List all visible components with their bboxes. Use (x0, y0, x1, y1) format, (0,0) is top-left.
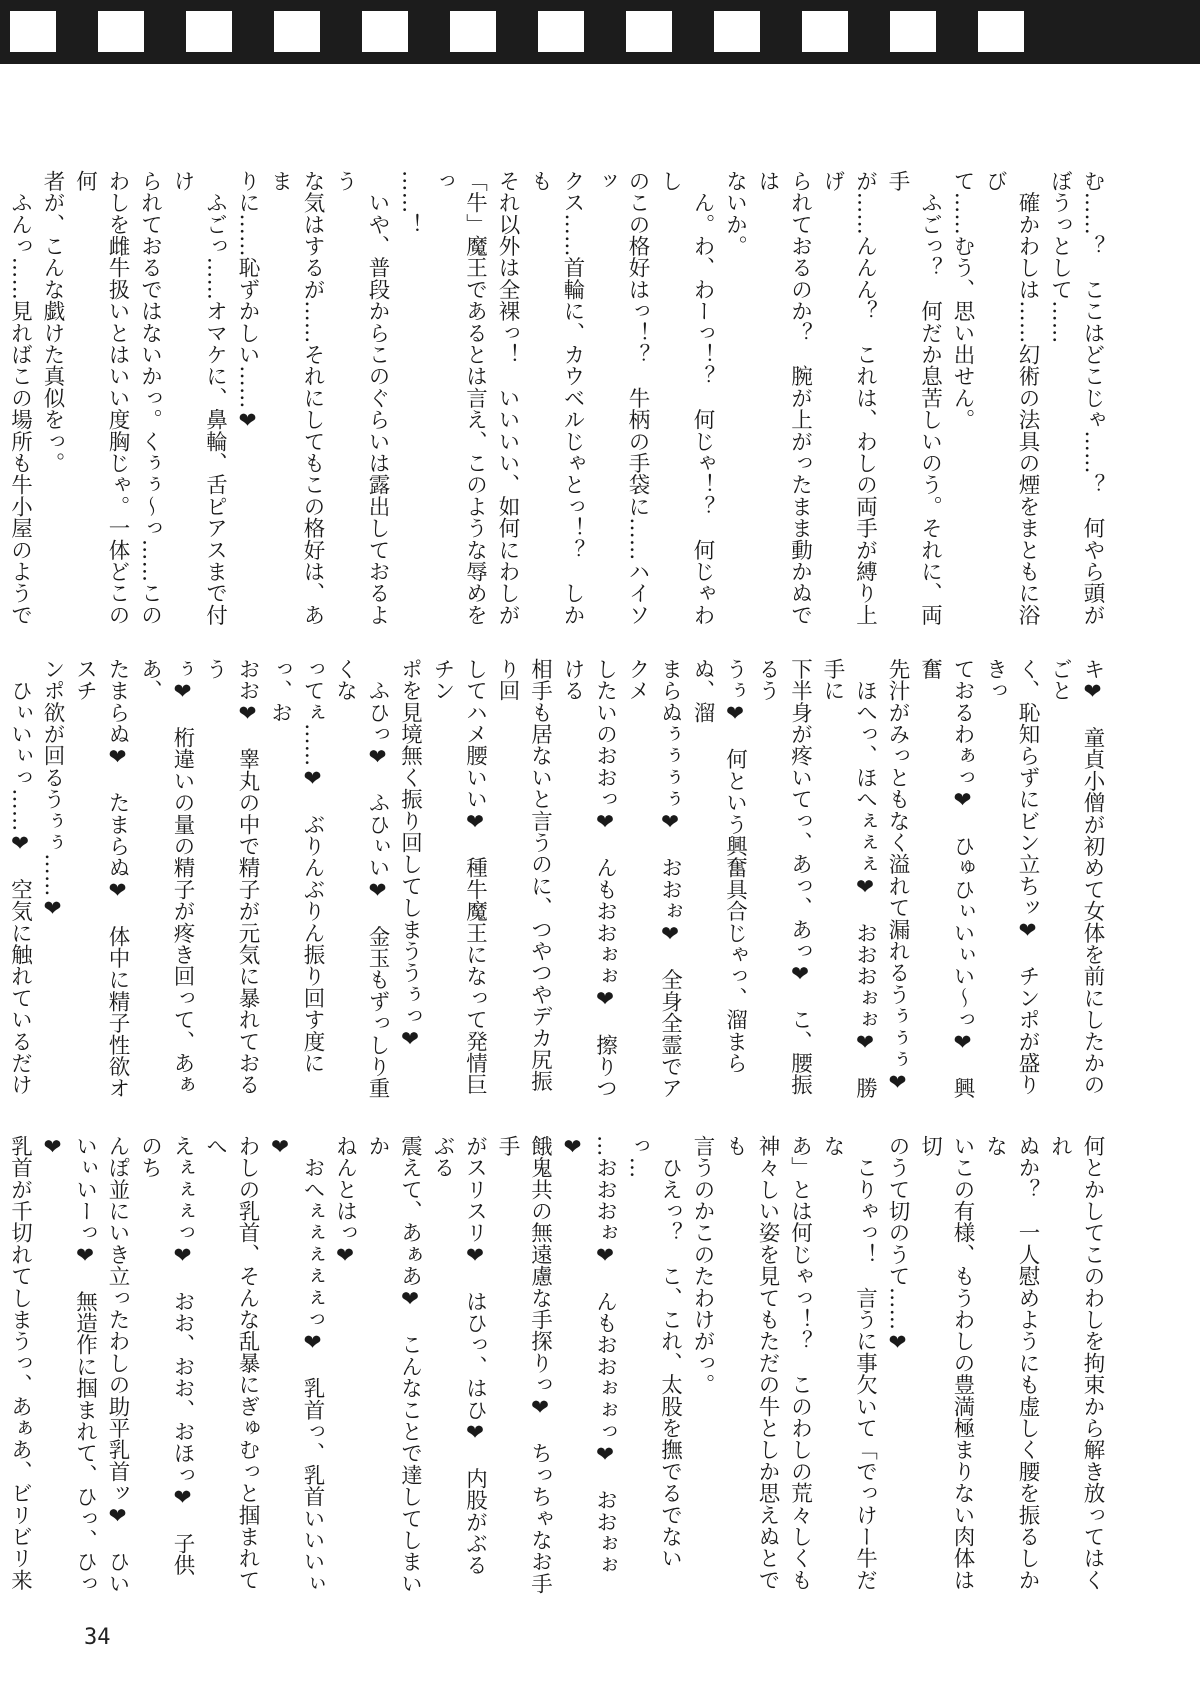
text-column: わしを雌牛扱いとはいい度胸じゃ。一体どこの何 (72, 170, 130, 626)
text-column: ポを見境無く振り回してしまううぅっ❤ (397, 658, 423, 1053)
text-column: ほへっ、ほへぇぇぇ❤ おおおぉぉ❤ 勝手に (820, 658, 878, 1099)
text-column: 相手も居ないと言うのに、つやつやデカ尻振り回 (495, 658, 553, 1092)
text-column: 乳首が千切れてしまうっ、あぁあ、ビリビリ来 (7, 1135, 33, 1591)
text-column: それ以外は全裸っ！ いいいい、如何にわしが (495, 170, 520, 626)
text-column: のうて切のうて……❤ (885, 1135, 910, 1356)
text-column: 確かわしは……幻術の法具の煙をまともに浴び (982, 170, 1040, 626)
text-column: ぼうっとして…… (1047, 170, 1073, 344)
film-hole (890, 11, 936, 52)
film-hole (186, 11, 232, 52)
text-column: ねんとはっ❤ (332, 1135, 358, 1269)
text-column: 餓鬼共の無遠慮な手探りっ❤ ちっちゃなお手手 (495, 1135, 553, 1595)
text-column: いぃいーっ❤ 無造作に掴まれて、ひっ、ひっ❤ (40, 1135, 98, 1595)
text-column: な気はするが……それにしてもこの格好は、あま (267, 170, 325, 626)
text-column: わしの乳首、そんな乱暴にぎゅむっと掴まれてへ (202, 1135, 260, 1591)
text-column: ふひっ❤ ふひぃい❤ 金玉もずっしり重くな (332, 658, 390, 1099)
text-column: ふごっ？ 何だか息苦しいのう。それに、両手 (885, 170, 943, 626)
text-column: 震えて、あぁあ❤ こんなことで達してしまいか (365, 1135, 423, 1595)
film-hole (362, 11, 408, 52)
text-column: ……！ (397, 170, 423, 236)
text-column: りに……恥ずかしい……❤ (235, 170, 260, 434)
text-column: 言うのかこのたわけがっ。 (690, 1135, 715, 1396)
text-column: く、恥知らずにビン立ちッ❤ チンポが盛りきっ (982, 658, 1040, 1096)
film-hole (538, 11, 584, 52)
text-column: られておるではないかっ。くぅぅ～っ……この (137, 170, 163, 626)
text-column: のこの格好はっ！？ 牛柄の手袋に……ハイソッ (592, 170, 650, 626)
text-column: が……んんん？ これは、わしの両手が縛り上げ (820, 170, 878, 626)
text-column: いこの有様、もうわしの豊満極まりない肉体は切 (917, 1135, 975, 1591)
text-tier-bottom (7, 1135, 1108, 1595)
film-hole (98, 11, 144, 52)
text-column: 神々しい姿を見てもただの牛としか思えぬとでも (722, 1135, 780, 1591)
text-column: …おおおぉ❤ んもおおぉぉっ❤ おおぉぉ❤ (560, 1135, 618, 1576)
film-hole (626, 11, 672, 52)
text-column: ないか。 (722, 170, 748, 257)
text-column: ンポ欲が回るうぅぅ……❤ (40, 658, 65, 922)
text-column: 「牛」魔王であるとは言え、このような辱めをっ (430, 170, 488, 626)
text-column: ぅ❤ 桁違いの量の精子が疼き回って、あぁあ、 (137, 658, 195, 1096)
text-column: いや、普段からこのぐらいは露出しておるよう (332, 170, 390, 626)
text-tier-top (7, 170, 1108, 630)
text-column: 下半身が疼いてっ、あっ、あっ❤ こ、腰振るう (755, 658, 813, 1096)
text-column: ふごっ……オマケに、鼻輪、舌ピアスまで付け (170, 170, 228, 626)
text-column: がスリスリ❤ はひっ、はひ❤ 内股がぶるぶる (430, 1135, 488, 1576)
text-column: ってぇ……❤ ぶりんぶりん振り回す度にっ、お (267, 658, 325, 1074)
film-hole (978, 11, 1024, 52)
text-tier-middle (7, 658, 1108, 1108)
text-column: まらぬぅぅぅぅ❤ おおぉ❤ 全身全霊でアクメ (625, 658, 683, 1099)
film-hole (802, 11, 848, 52)
text-column: む……？ ここはどこじゃ……？ 何やら頭が (1080, 170, 1105, 626)
text-column: あ」とは何じゃっ！？ このわしの荒々しくも (787, 1135, 813, 1591)
text-column: 何とかしてこのわしを拘束から解き放ってはくれ (1047, 1135, 1105, 1591)
text-column: うぅ❤ 何という興奮具合じゃっ、溜まらぬ、溜 (690, 658, 748, 1074)
text-column: たまらぬ❤ たまらぬ❤ 体中に精子性欲オスチ (72, 658, 130, 1099)
text-column: ておるわぁっ❤ ひゅひぃいぃい～っ❤ 興奮 (917, 658, 975, 1099)
text-column: ふんっ……見ればこの場所も牛小屋のようで (7, 191, 33, 626)
text-column: んぽ並にいき立ったわしの助平乳首ッ❤ ひい (105, 1135, 130, 1595)
text-column: ひぃいぃっ……❤ 空気に触れているだけ (7, 679, 33, 1096)
page-number: 34 (84, 1625, 111, 1650)
text-column: ひえっ？ こ、これ、太股を撫でるでないっ… (625, 1135, 683, 1569)
text-column: したいのおおっ❤ んもおおぉぉ❤ 擦りつける (560, 658, 618, 1099)
text-column: ぬか？ 一人慰めようにも虚しく腰を振るしかな (982, 1135, 1040, 1591)
text-column: られておるのか？ 腕が上がったまま動かぬでは (755, 170, 813, 626)
text-column: おお❤ 睾丸の中で精子が元気に暴れておるう (202, 658, 260, 1096)
filmstrip-header (0, 0, 1200, 64)
text-column: こりゃっ！ 言うに事欠いて「でっけー牛だな (820, 1135, 878, 1591)
film-hole (274, 11, 320, 52)
text-column: キ❤ 童貞小僧が初めて女体を前にしたかのごと (1047, 658, 1105, 1096)
text-column: えぇぇぇっ❤ おお、おお、おほっ❤ 子供のち (137, 1135, 195, 1576)
text-column: クス……首輪に、カウベルじゃとっ！？ しかも (527, 170, 585, 626)
text-column: て……むう、思い出せん。 (950, 170, 975, 431)
text-column: 先汁がみっともなく溢れて漏れるうぅぅぅ❤ (885, 658, 910, 1096)
film-hole (450, 11, 496, 52)
text-column: 者が、こんな戯けた真似をっ。 (40, 170, 65, 474)
film-hole (10, 11, 56, 52)
film-hole (714, 11, 760, 52)
text-column: してハメ腰いい❤ 種牛魔王になって発情巨チン (430, 658, 488, 1096)
text-column: ん。わ、わーっ！？ 何じゃ！？ 何じゃわし (657, 170, 715, 626)
text-column: おへぇぇぇぇぇっ❤ 乳首っ、乳首いいいぃ❤ (267, 1135, 325, 1595)
